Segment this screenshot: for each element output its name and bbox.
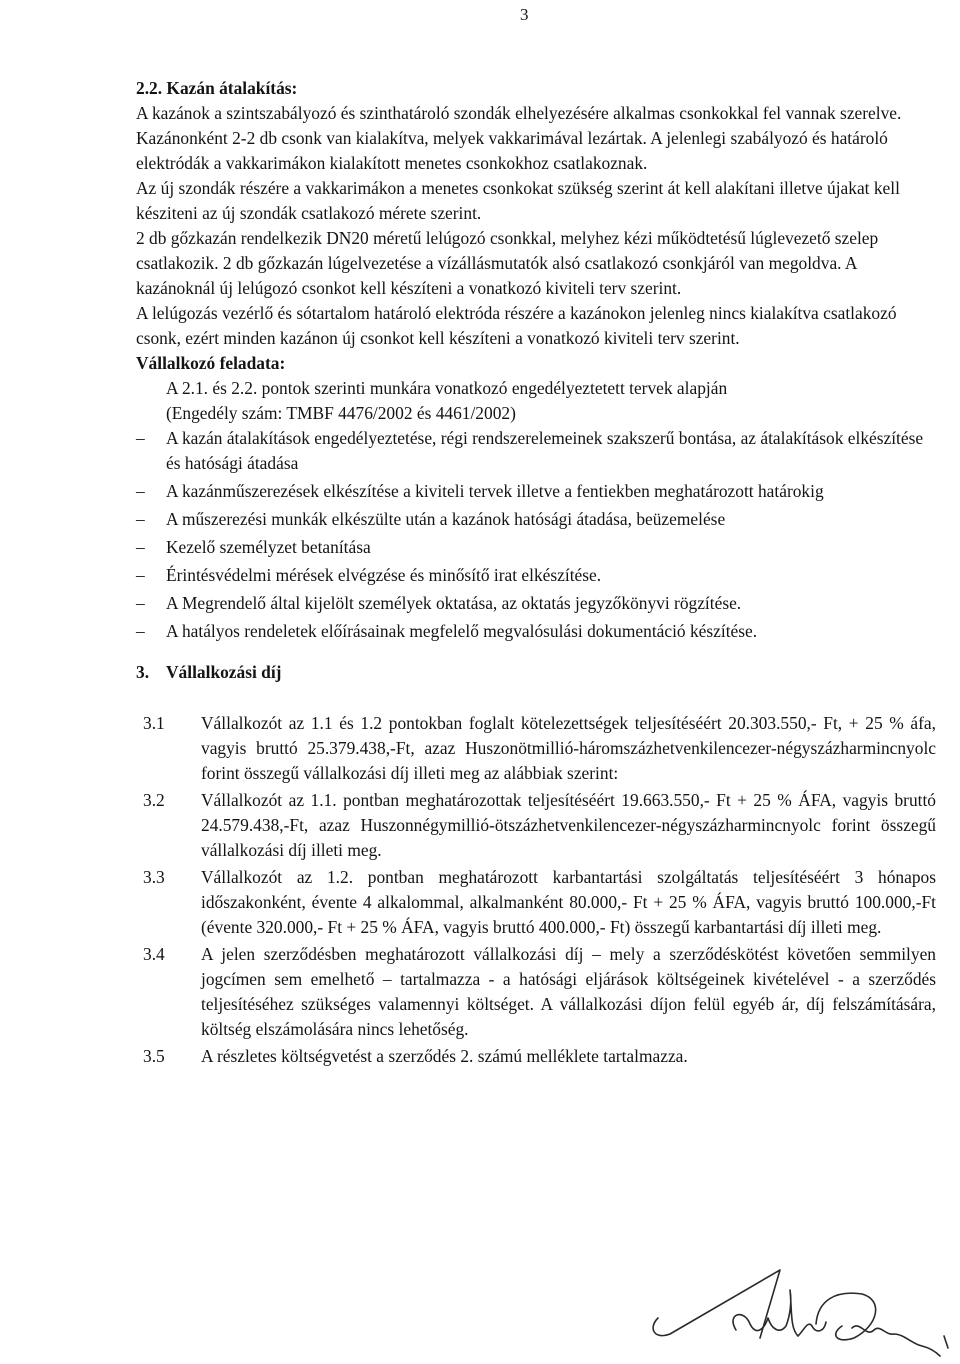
tasks-intro-line: A 2.1. és 2.2. pontok szerinti munkára vonatkozó engedélyeztetett tervek alapján: [166, 378, 728, 398]
page-number: 3: [520, 5, 529, 24]
section-3-title: Vállalkozási díj: [166, 662, 282, 682]
signature-stroke: [816, 1293, 876, 1340]
list-item: [136, 426, 936, 476]
fee-item-text: A részletes költségvetést a szerződés 2. számú melléklete tartalmazza.: [201, 1046, 688, 1066]
section-2-2-heading: 2.2. Kazán átalakítás:: [136, 78, 298, 98]
fee-item: [136, 788, 936, 863]
dash-bullet: –: [136, 481, 145, 501]
signature-stroke: [653, 1270, 780, 1338]
task-list: [136, 426, 936, 644]
dash-bullet: –: [136, 565, 145, 585]
list-item: [136, 535, 936, 560]
dash-bullet: –: [136, 593, 145, 613]
fee-item: [136, 865, 936, 940]
dash-bullet: –: [136, 621, 145, 641]
section-3-heading: [136, 660, 936, 685]
paragraph: Az új szondák részére a vakkarimákon a menetes csonkokat szükség szerint át kell alakítani illetve újakat kell késziteni az új szondák csatlakozó mérete szerint.: [136, 178, 900, 223]
fee-item: [136, 1044, 936, 1069]
fee-item-number: 3.4: [143, 944, 165, 964]
fee-item-number: 3.1: [143, 713, 165, 733]
list-item: [136, 479, 936, 504]
signature: [640, 1230, 960, 1360]
signature-stroke: [944, 1336, 948, 1348]
list-item: [136, 563, 936, 588]
task-text: A kazánműszerezések elkészítése a kiviteli tervek illetve a fentiekben meghatározott határokig: [166, 481, 824, 501]
fee-item-text: A jelen szerződésben meghatározott vállalkozási díj – mely a szerződéskötést követően semmilyen jogcímen sem emelhető – tartalmazza - a hatósági eljárások költségeinek kivételével - a szerződés teljesítéséhez szükséges valamennyi költséget. A vállalkozási díjon felül egyéb ár, díj felszámítására, költség elszámolására nincs lehetőség.: [201, 944, 936, 1039]
tasks-permit-line: (Engedély szám: TMBF 4476/2002 és 4461/2002): [166, 403, 516, 423]
dash-bullet: –: [136, 428, 145, 448]
paragraph: A lelúgozás vezérlő és sótartalom határoló elektróda részére a kazánokon jelenleg nincs kialakítva csatlakozó csonk, ezért minden kazánon új csonkot kell készíteni a vonatkozó kiviteli terv szerint.: [136, 303, 897, 348]
page-content: [136, 76, 936, 1071]
fee-list: [136, 711, 936, 1069]
task-text: Kezelő személyzet betanítása: [166, 537, 371, 557]
dash-bullet: –: [136, 509, 145, 529]
list-item: [136, 507, 936, 532]
fee-item: [136, 942, 936, 1042]
fee-item-number: 3.2: [143, 790, 165, 810]
fee-item-text: Vállalkozót az 1.1. pontban meghatározottak teljesítéséért 19.663.550,- Ft + 25 % ÁFA, vagyis bruttó 24.579.438,-Ft, azaz Huszonnégymillió-ötszázhetvenkilencezer-négyszázharmincnyolc forint összegű vállalkozási díj illeti meg.: [201, 790, 936, 860]
signature-stroke: [733, 1290, 826, 1336]
fee-item-text: Vállalkozót az 1.1 és 1.2 pontokban foglalt kötelezettségek teljesítéséért 20.303.550,- Ft, + 25 % áfa, vagyis bruttó 25.379.438,-Ft, azaz Huszonötmillió-háromszázhetvenkilencezer-négyszázharmincnyolc forint összegű vállalkozási díj illeti meg az alábbiak szerint:: [201, 713, 936, 783]
task-text: A hatályos rendeletek előírásainak megfelelő megvalósulási dokumentáció készítése.: [166, 621, 758, 641]
list-item: [136, 619, 936, 644]
section-3-number: 3.: [136, 662, 150, 682]
paragraph: 2 db gőzkazán rendelkezik DN20 méretű lelúgozó csonkkal, melyhez kézi működtetésű lúglevezető szelep csatlakozik. 2 db gőzkazán lúgelvezetése a vízállásmutatók alsó csatlakozó csonkjáról van megoldva. A kazánoknál új lelúgozó csonkot kell készíteni a vonatkozó kiviteli terv szerint.: [136, 228, 879, 298]
fee-item-text: Vállalkozót az 1.2. pontban meghatározott karbantartási szolgáltatás teljesítéséért 3 hónapos időszakonként, évente 4 alkalommal, alkalmanként 80.000,- Ft + 25 % ÁFA, vagyis bruttó 100.000,-Ft (évente 320.000,- Ft + 25 % ÁFA, vagyis bruttó 400.000,- Ft) összegű karbantartási díj illeti meg.: [201, 867, 936, 937]
fee-item: [136, 711, 936, 786]
paragraph: A kazánok a szintszabályozó és szinthatároló szondák elhelyezésére alkalmas csonkokkal fel vannak szerelve. Kazánonként 2-2 db csonk van kialakítva, melyek vakkarimával lezártak. A jelenlegi szabályozó és határoló elektródák a vakkarimákon kialakított menetes csonkokhoz csatlakoznak.: [136, 103, 902, 173]
dash-bullet: –: [136, 537, 145, 557]
fee-item-number: 3.5: [143, 1046, 165, 1066]
task-text: A műszerezési munkák elkészülte után a kazánok hatósági átadása, beüzemelése: [166, 509, 726, 529]
task-text: Érintésvédelmi mérések elvégzése és minősítő irat elkészítése.: [166, 565, 602, 585]
signature-stroke: [852, 1326, 940, 1356]
fee-item-number: 3.3: [143, 867, 165, 887]
list-item: [136, 591, 936, 616]
task-text: A kazán átalakítások engedélyeztetése, régi rendszerelemeinek szakszerű bontása, az átalakítások elkészítése és hatósági átadása: [166, 428, 924, 473]
contractor-tasks-heading: Vállalkozó feladata:: [136, 353, 286, 373]
task-text: A Megrendelő által kijelölt személyek oktatása, az oktatás jegyzőkönyvi rögzítése.: [166, 593, 742, 613]
